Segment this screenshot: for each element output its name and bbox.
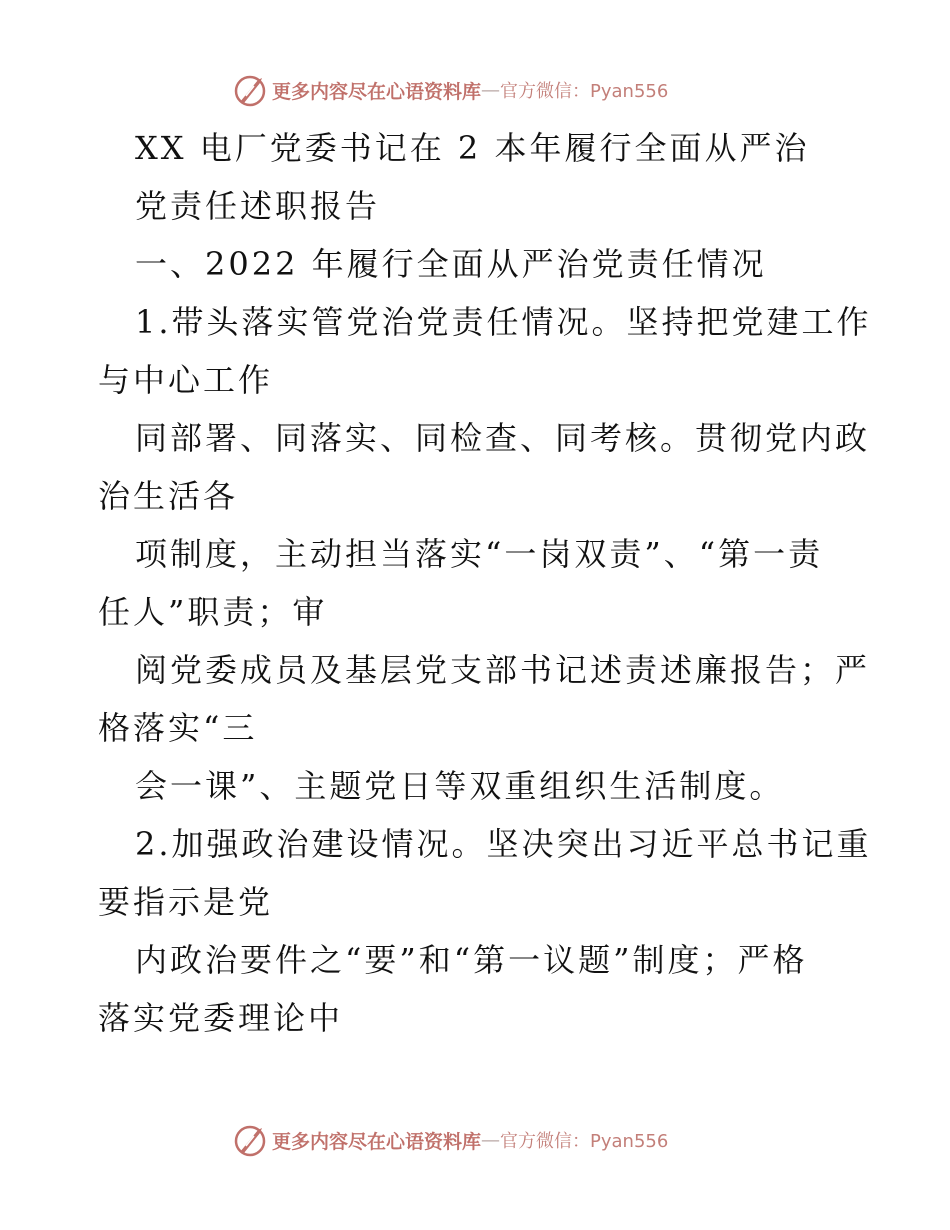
watermark-main-text: 更多内容尽在心语资料库 xyxy=(272,1130,482,1153)
paragraph-line: 内政治要件之“要”和“第一议题”制度；严格 xyxy=(135,941,808,979)
paragraph-line: 治生活各 xyxy=(98,477,239,515)
section-heading: 一、2022 年履行全面从严治党责任情况 xyxy=(135,245,767,283)
watermark-wechat-text: 官方微信：Pyan556 xyxy=(500,1131,669,1152)
paragraph-line: 格落实“三 xyxy=(98,709,258,747)
paragraph-line: 会一课”、主题党日等双重组织生活制度。 xyxy=(135,767,785,805)
paragraph-line: 任人”职责；审 xyxy=(98,593,328,631)
paragraph-line: 与中心工作 xyxy=(98,361,274,399)
watermark-footer xyxy=(232,1122,668,1158)
watermark-main-text: 更多内容尽在心语资料库 xyxy=(272,80,482,103)
watermark-separator: — xyxy=(481,79,501,101)
paragraph-line: 落实党委理论中 xyxy=(98,999,344,1037)
paragraph-line: 项制度，主动担当落实“一岗双责”、“第一责 xyxy=(135,535,824,573)
watermark-wechat-text: 官方微信：Pyan556 xyxy=(500,81,669,102)
paragraph-line: 1.带头落实管党治党责任情况。坚持把党建工作 xyxy=(135,303,872,341)
document-title-line-1: XX 电厂党委书记在 2 本年履行全面从严治 xyxy=(135,129,810,167)
paragraph-line: 要指示是党 xyxy=(98,883,274,921)
paragraph-line: 阅党委成员及基层党支部书记述责述廉报告；严 xyxy=(135,651,871,689)
watermark-separator: — xyxy=(481,1129,501,1151)
quill-pen-logo-icon xyxy=(232,1122,268,1158)
watermark-header xyxy=(232,72,668,108)
paragraph-line: 同部署、同落实、同检查、同考核。贯彻党内政 xyxy=(135,419,871,457)
document-title-line-2: 党责任述职报告 xyxy=(135,187,381,225)
quill-pen-logo-icon xyxy=(232,72,268,108)
paragraph-line: 2.加强政治建设情况。坚决突出习近平总书记重 xyxy=(135,825,872,863)
